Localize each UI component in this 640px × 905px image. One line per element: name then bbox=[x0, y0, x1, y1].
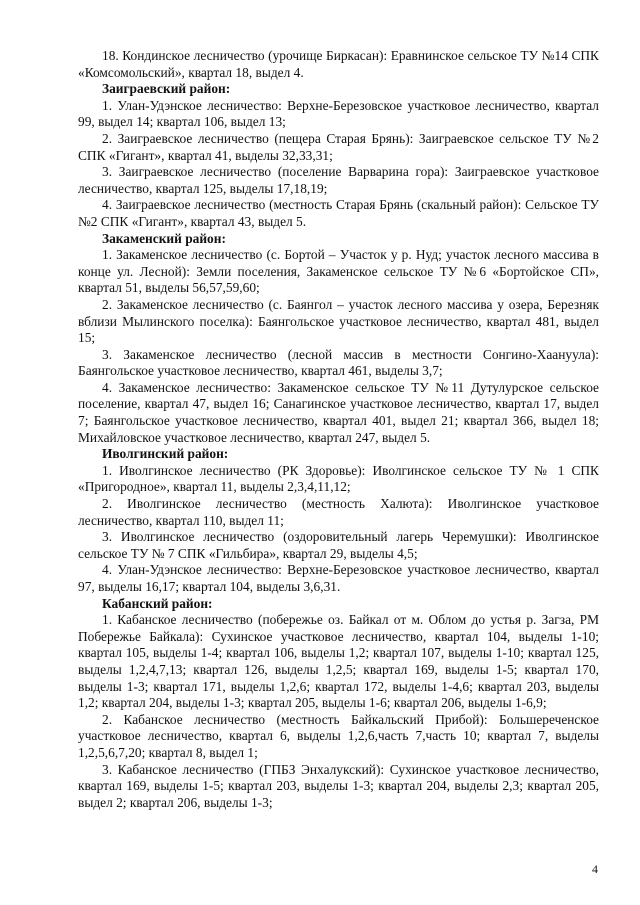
paragraph-zakamensky-3: 3. Закаменское лесничество (лесной массив в местности Сонгино-Хаануула): Баянгольское участковое лесничество, квартал 461, выделы 3,7; bbox=[78, 346, 599, 379]
paragraph-zakamensky-2: 2. Закаменское лесничество (с. Баянгол – участок лесного массива у озера, Березняк вблизи Мылинского поселка): Баянгольское участковое лесничество, квартал 481, выдел 15; bbox=[78, 296, 599, 346]
paragraph-kabansky-3: 3. Кабанское лесничество (ГПБЗ Энхалукский): Сухинское участковое лесничество, квартал 169, выделы 1-5; квартал 203, выделы 1-3; квартал 204, выделы 2,3; квартал 205, выдел 2; квартал 206, выделы 1-3; bbox=[78, 761, 599, 810]
heading-kabansky-district: Кабанский район: bbox=[102, 595, 213, 611]
paragraph-ivolginsky-3: 3. Иволгинское лесничество (оздоровительный лагерь Черемушки): Иволгинское сельское ТУ № 7 СПК «Гильбира», квартал 29, выделы 4,5; bbox=[78, 529, 599, 561]
paragraph-zaigraevsky-1: 1. Улан-Удэнское лесничество: Верхне-Березовское участковое лесничество, квартал 99, выдел 14; квартал 106, выдел 13; bbox=[78, 97, 599, 130]
heading-zaigraevsky-district: Заиграевский район: bbox=[102, 81, 231, 97]
heading-ivolginsky-district: Иволгинский район: bbox=[102, 446, 229, 462]
paragraph-ivolginsky-4: 4. Улан-Удэнское лесничество: Верхне-Березовское участковое лесничество, квартал 97, выделы 16,17; квартал 104, выделы 3,6,31. bbox=[78, 562, 599, 594]
paragraph-zaigraevsky-4: 4. Заиграевское лесничество (местность Старая Брянь (скальный район): Сельское ТУ №2 СПК «Гигант», квартал 43, выдел 5. bbox=[78, 197, 599, 229]
paragraph-kondinskoe-18: 18. Кондинское лесничество (урочище Биркасан): Еравнинское сельское ТУ №14 СПК «Комсомольский», квартал 18, выдел 4. bbox=[78, 48, 599, 80]
paragraph-zakamensky-4: 4. Закаменское лесничество: Закаменское сельское ТУ №11 Дутулурское сельское поселение, квартал 47, выдел 16; Санагинское участковое лесничество, квартал 17, выдел 7; Баянгольское участковое лесничество, квартал 401, выдел 21; квартал 366, выдел 18; Михайловское участковое лесничество, квартал 247, выдел 5. bbox=[78, 379, 599, 445]
document-body bbox=[78, 48, 599, 811]
heading-zakamensky-district: Закаменский район: bbox=[102, 230, 226, 246]
paragraph-zakamensky-1: 1. Закаменское лесничество (с. Бортой – Участок у р. Нуд; участок лесного массива в конце ул. Лесной): Земли поселения, Закаменское сельское ТУ №6 «Бортойское СП», квартал 51, выделы 56,57,59,60; bbox=[78, 247, 599, 296]
paragraph-zaigraevsky-2: 2. Заиграевское лесничество (пещера Старая Брянь): Заиграевское сельское ТУ №2 СПК «Гигант», квартал 41, выделы 32,33,31; bbox=[78, 130, 599, 163]
paragraph-zaigraevsky-3: 3. Заиграевское лесничество (поселение Варварина гора): Заиграевское участковое лесничество, квартал 125, выделы 17,18,19; bbox=[78, 164, 599, 196]
page-number: 4 bbox=[592, 862, 598, 876]
paragraph-ivolginsky-2: 2. Иволгинское лесничество (местность Халюта): Иволгинское участковое лесничество, квартал 110, выдел 11; bbox=[78, 496, 599, 528]
paragraph-ivolginsky-1: 1. Иволгинское лесничество (РК Здоровье): Иволгинское сельское ТУ № 1 СПК «Пригородное», квартал 11, выделы 2,3,4,11,12; bbox=[78, 462, 599, 495]
paragraph-kabansky-1: 1. Кабанское лесничество (побережье оз. Байкал от м. Облом до устья р. Загза, РМ Побережье Байкала): Сухинское участковое лесничество, квартал 104, выделы 1-10; квартал 105, выделы 1-4; квартал 106, выделы 1,2; квартал 107, выделы 1-10; квартал 125, выделы 1,2,4,7,13; квартал 126, выделы 1,2,5; квартал 169, выделы 1-5; квартал 170, выделы 1-3; квартал 171, выделы 1,2,6; квартал 172, выделы 1-4,6; квартал 203, выделы 1,2; квартал 204, выделы 1-3; квартал 205, выделы 1-6; квартал 206, выделы 1-6,9; bbox=[78, 612, 599, 711]
paragraph-kabansky-2: 2. Кабанское лесничество (местность Байкальский Прибой): Большереченское участковое лесничество, квартал 6, выделы 1,2,6,часть 7,часть 10; квартал 7, выделы 1,2,5,6,7,20; квартал 8, выдел 1; bbox=[78, 711, 599, 760]
